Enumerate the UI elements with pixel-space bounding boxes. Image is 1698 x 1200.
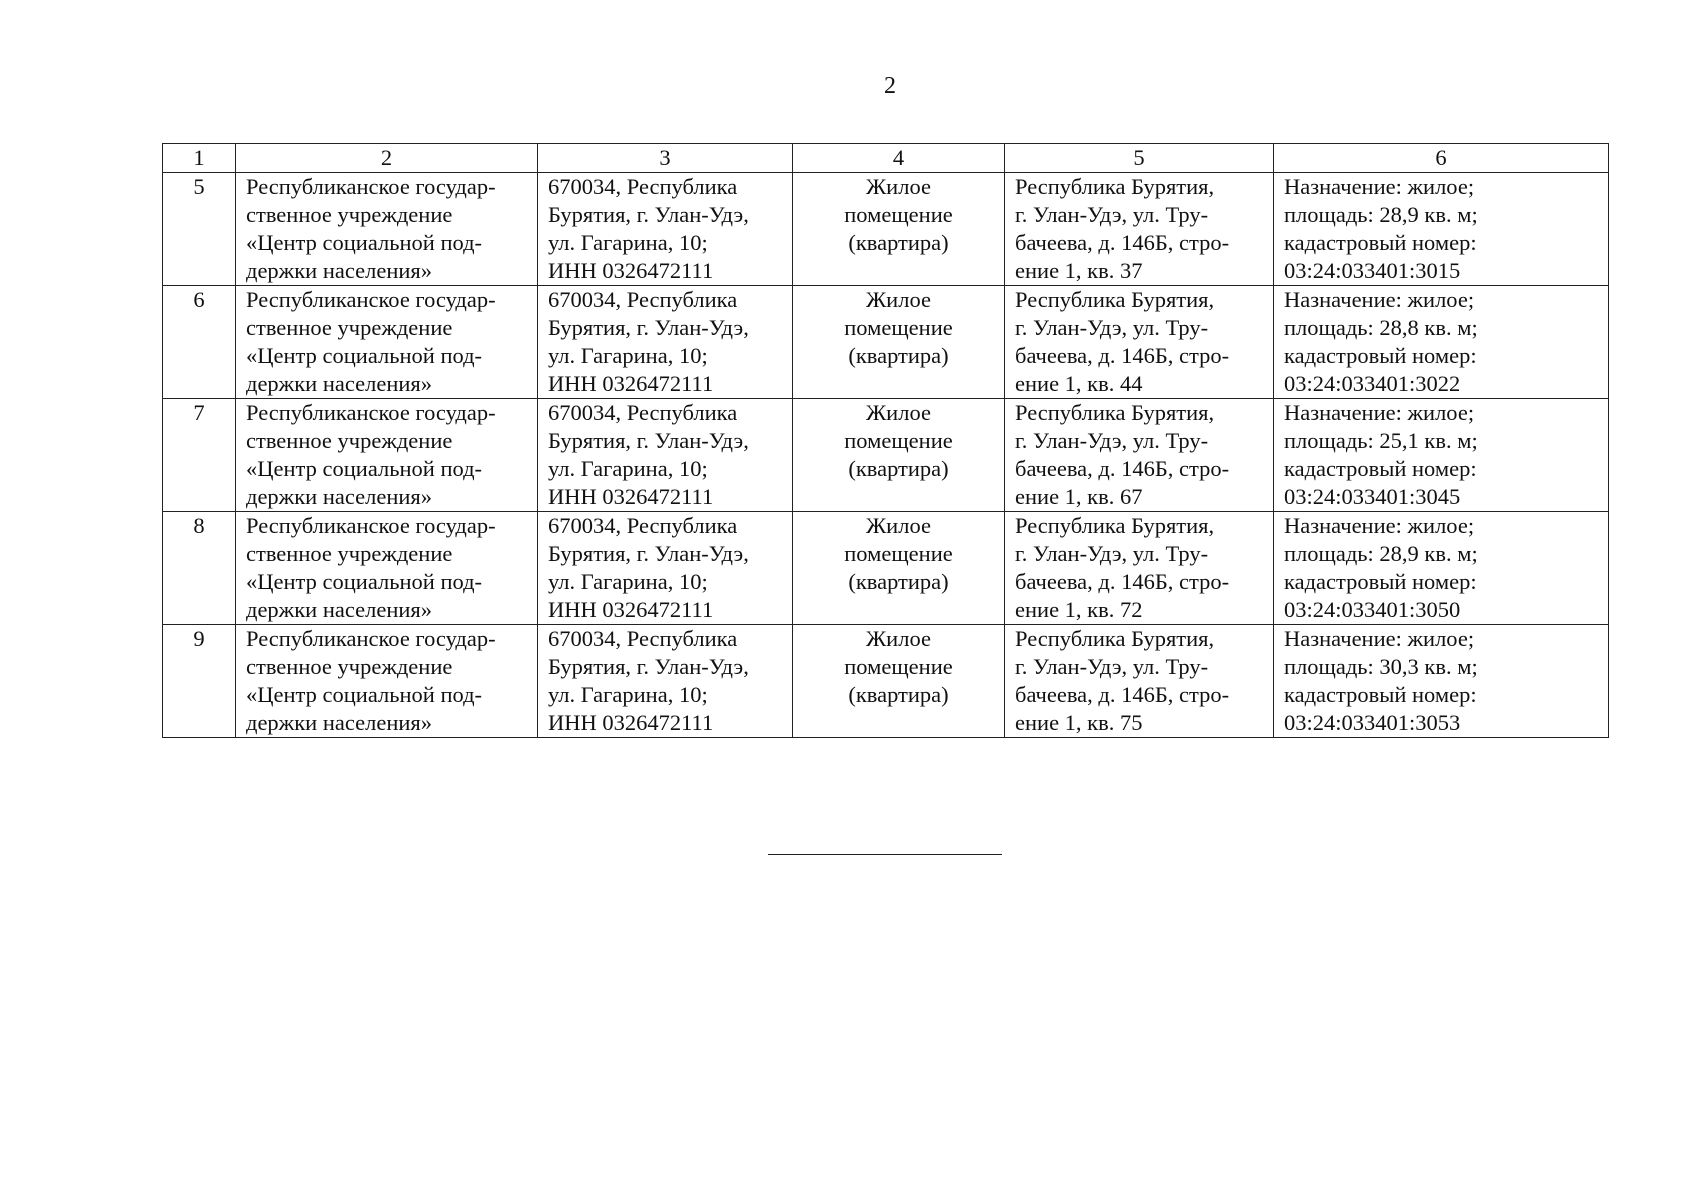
table-row bbox=[163, 286, 1609, 399]
address-cell bbox=[538, 399, 793, 512]
cell-text-line: помещение bbox=[844, 202, 953, 227]
object-type-cell bbox=[793, 173, 1005, 286]
cell-text-line: Республика Бурятия, bbox=[1015, 400, 1215, 425]
details-cell bbox=[1274, 512, 1609, 625]
cell-text-line: Жилое bbox=[866, 513, 931, 538]
cell-text-line: ИНН 0326472111 bbox=[548, 597, 714, 622]
column-header: 1 bbox=[163, 144, 236, 173]
object-type-cell bbox=[793, 399, 1005, 512]
cell-text-line: ул. Гагарина, 10; bbox=[548, 682, 708, 707]
cell-text-line: бачеева, д. 146Б, стро- bbox=[1015, 569, 1230, 594]
cell-text-line: ение 1, кв. 67 bbox=[1015, 484, 1143, 509]
details-cell bbox=[1274, 399, 1609, 512]
location-cell bbox=[1005, 173, 1274, 286]
cell-text-line: г. Улан-Удэ, ул. Тру- bbox=[1015, 654, 1209, 679]
cell-text-line: 670034, Республика bbox=[548, 513, 738, 538]
cell-text-line: держки населения» bbox=[246, 710, 432, 735]
cell-text-line: 03:24:033401:3022 bbox=[1284, 371, 1461, 396]
address-cell bbox=[538, 625, 793, 738]
cell-text-line: 670034, Республика bbox=[548, 626, 738, 651]
cell-text-line: Республиканское государ- bbox=[246, 400, 496, 425]
cell-text-line: г. Улан-Удэ, ул. Тру- bbox=[1015, 315, 1209, 340]
cell-text-line: Жилое bbox=[866, 287, 931, 312]
table-header-row bbox=[163, 144, 1609, 173]
cell-text-line: кадастровый номер: bbox=[1284, 230, 1477, 255]
cell-text-line: Бурятия, г. Улан-Удэ, bbox=[548, 202, 749, 227]
cell-text-line: ение 1, кв. 44 bbox=[1015, 371, 1143, 396]
cell-text-line: ИНН 0326472111 bbox=[548, 484, 714, 509]
owner-cell bbox=[236, 399, 538, 512]
cell-text-line: площадь: 28,8 кв. м; bbox=[1284, 315, 1478, 340]
cell-text-line: бачеева, д. 146Б, стро- bbox=[1015, 230, 1230, 255]
cell-text-line: ул. Гагарина, 10; bbox=[548, 230, 708, 255]
cell-text-line: ИНН 0326472111 bbox=[548, 258, 714, 283]
row-number-cell: 5 bbox=[163, 173, 236, 286]
cell-text-line: Республиканское государ- bbox=[246, 626, 496, 651]
cell-text-line: бачеева, д. 146Б, стро- bbox=[1015, 343, 1230, 368]
owner-cell bbox=[236, 286, 538, 399]
cell-text-line: Назначение: жилое; bbox=[1284, 513, 1475, 538]
cell-text-line: «Центр социальной под- bbox=[246, 682, 483, 707]
table-row bbox=[163, 399, 1609, 512]
row-number-cell: 7 bbox=[163, 399, 236, 512]
cell-text-line: площадь: 28,9 кв. м; bbox=[1284, 202, 1478, 227]
cell-text-line: ение 1, кв. 37 bbox=[1015, 258, 1143, 283]
cell-text-line: ственное учреждение bbox=[246, 428, 453, 453]
cell-text-line: «Центр социальной под- bbox=[246, 456, 483, 481]
location-cell bbox=[1005, 625, 1274, 738]
cell-text-line: «Центр социальной под- bbox=[246, 343, 483, 368]
cell-text-line: бачеева, д. 146Б, стро- bbox=[1015, 456, 1230, 481]
cell-text-line: площадь: 30,3 кв. м; bbox=[1284, 654, 1478, 679]
cell-text-line: держки населения» bbox=[246, 371, 432, 396]
cell-text-line: Республика Бурятия, bbox=[1015, 174, 1215, 199]
cell-text-line: ственное учреждение bbox=[246, 315, 453, 340]
cell-text-line: кадастровый номер: bbox=[1284, 343, 1477, 368]
cell-text-line: Жилое bbox=[866, 626, 931, 651]
cell-text-line: Республиканское государ- bbox=[246, 174, 496, 199]
cell-text-line: кадастровый номер: bbox=[1284, 456, 1477, 481]
cell-text-line: ственное учреждение bbox=[246, 541, 453, 566]
row-number-cell: 9 bbox=[163, 625, 236, 738]
property-table-container bbox=[162, 143, 1608, 738]
cell-text-line: (квартира) bbox=[848, 682, 949, 707]
cell-text-line: (квартира) bbox=[848, 343, 949, 368]
cell-text-line: Республика Бурятия, bbox=[1015, 287, 1215, 312]
table-row bbox=[163, 512, 1609, 625]
cell-text-line: помещение bbox=[844, 541, 953, 566]
cell-text-line: Жилое bbox=[866, 174, 931, 199]
cell-text-line: ственное учреждение bbox=[246, 654, 453, 679]
column-header: 2 bbox=[236, 144, 538, 173]
address-cell bbox=[538, 286, 793, 399]
cell-text-line: ул. Гагарина, 10; bbox=[548, 456, 708, 481]
cell-text-line: ение 1, кв. 72 bbox=[1015, 597, 1143, 622]
cell-text-line: Назначение: жилое; bbox=[1284, 400, 1475, 425]
cell-text-line: ение 1, кв. 75 bbox=[1015, 710, 1143, 735]
cell-text-line: «Центр социальной под- bbox=[246, 569, 483, 594]
location-cell bbox=[1005, 512, 1274, 625]
cell-text-line: г. Улан-Удэ, ул. Тру- bbox=[1015, 428, 1209, 453]
cell-text-line: (квартира) bbox=[848, 569, 949, 594]
cell-text-line: 03:24:033401:3050 bbox=[1284, 597, 1461, 622]
cell-text-line: держки населения» bbox=[246, 258, 432, 283]
column-header: 3 bbox=[538, 144, 793, 173]
column-header: 5 bbox=[1005, 144, 1274, 173]
cell-text-line: ИНН 0326472111 bbox=[548, 371, 714, 396]
cell-text-line: 03:24:033401:3015 bbox=[1284, 258, 1461, 283]
column-header: 4 bbox=[793, 144, 1005, 173]
cell-text-line: 03:24:033401:3045 bbox=[1284, 484, 1461, 509]
cell-text-line: (квартира) bbox=[848, 456, 949, 481]
details-cell bbox=[1274, 173, 1609, 286]
cell-text-line: Жилое bbox=[866, 400, 931, 425]
owner-cell bbox=[236, 625, 538, 738]
cell-text-line: «Центр социальной под- bbox=[246, 230, 483, 255]
table-body bbox=[163, 173, 1609, 738]
table-row bbox=[163, 625, 1609, 738]
owner-cell bbox=[236, 173, 538, 286]
address-cell bbox=[538, 512, 793, 625]
cell-text-line: Республика Бурятия, bbox=[1015, 513, 1215, 538]
cell-text-line: 670034, Республика bbox=[548, 287, 738, 312]
cell-text-line: ул. Гагарина, 10; bbox=[548, 343, 708, 368]
cell-text-line: Назначение: жилое; bbox=[1284, 626, 1475, 651]
cell-text-line: 670034, Республика bbox=[548, 174, 738, 199]
cell-text-line: площадь: 25,1 кв. м; bbox=[1284, 428, 1478, 453]
location-cell bbox=[1005, 286, 1274, 399]
details-cell bbox=[1274, 625, 1609, 738]
cell-text-line: 670034, Республика bbox=[548, 400, 738, 425]
cell-text-line: держки населения» bbox=[246, 597, 432, 622]
cell-text-line: ул. Гагарина, 10; bbox=[548, 569, 708, 594]
row-number-cell: 6 bbox=[163, 286, 236, 399]
cell-text-line: Республиканское государ- bbox=[246, 513, 496, 538]
cell-text-line: ИНН 0326472111 bbox=[548, 710, 714, 735]
cell-text-line: кадастровый номер: bbox=[1284, 682, 1477, 707]
cell-text-line: Назначение: жилое; bbox=[1284, 174, 1475, 199]
cell-text-line: Бурятия, г. Улан-Удэ, bbox=[548, 541, 749, 566]
page-number: 2 bbox=[884, 73, 896, 99]
cell-text-line: Республика Бурятия, bbox=[1015, 626, 1215, 651]
cell-text-line: помещение bbox=[844, 428, 953, 453]
cell-text-line: ственное учреждение bbox=[246, 202, 453, 227]
cell-text-line: г. Улан-Удэ, ул. Тру- bbox=[1015, 541, 1209, 566]
property-table bbox=[162, 143, 1609, 738]
cell-text-line: 03:24:033401:3053 bbox=[1284, 710, 1461, 735]
address-cell bbox=[538, 173, 793, 286]
cell-text-line: Бурятия, г. Улан-Удэ, bbox=[548, 654, 749, 679]
cell-text-line: держки населения» bbox=[246, 484, 432, 509]
column-header: 6 bbox=[1274, 144, 1609, 173]
closing-divider-line bbox=[768, 854, 1002, 855]
cell-text-line: (квартира) bbox=[848, 230, 949, 255]
object-type-cell bbox=[793, 512, 1005, 625]
cell-text-line: г. Улан-Удэ, ул. Тру- bbox=[1015, 202, 1209, 227]
cell-text-line: помещение bbox=[844, 315, 953, 340]
cell-text-line: бачеева, д. 146Б, стро- bbox=[1015, 682, 1230, 707]
owner-cell bbox=[236, 512, 538, 625]
cell-text-line: кадастровый номер: bbox=[1284, 569, 1477, 594]
cell-text-line: Бурятия, г. Улан-Удэ, bbox=[548, 315, 749, 340]
cell-text-line: помещение bbox=[844, 654, 953, 679]
cell-text-line: Республиканское государ- bbox=[246, 287, 496, 312]
row-number-cell: 8 bbox=[163, 512, 236, 625]
object-type-cell bbox=[793, 625, 1005, 738]
cell-text-line: Бурятия, г. Улан-Удэ, bbox=[548, 428, 749, 453]
cell-text-line: площадь: 28,9 кв. м; bbox=[1284, 541, 1478, 566]
cell-text-line: Назначение: жилое; bbox=[1284, 287, 1475, 312]
table-row bbox=[163, 173, 1609, 286]
location-cell bbox=[1005, 399, 1274, 512]
object-type-cell bbox=[793, 286, 1005, 399]
details-cell bbox=[1274, 286, 1609, 399]
